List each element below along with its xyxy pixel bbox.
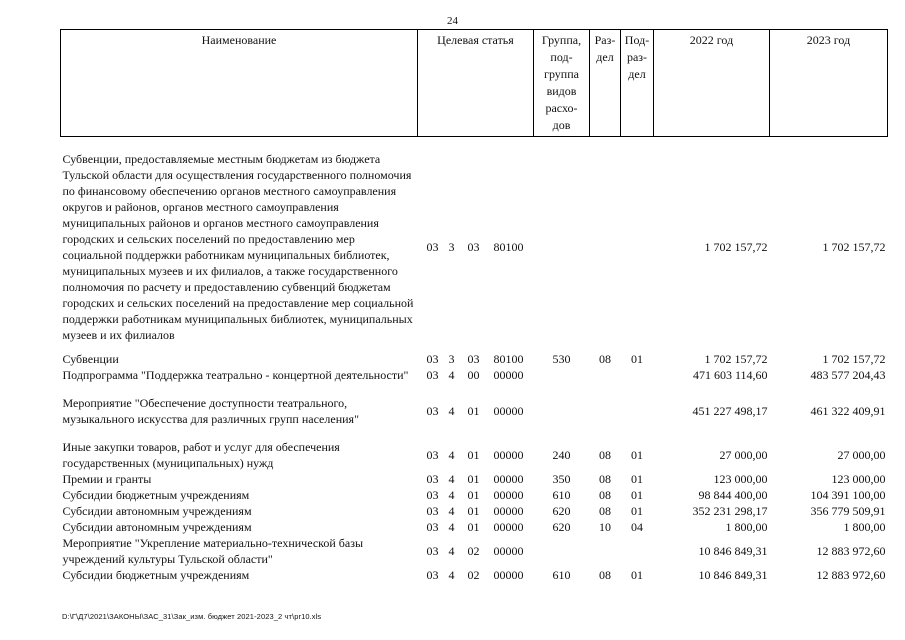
- table-row: [61, 567, 888, 583]
- table-row: [61, 367, 888, 383]
- table-row: [61, 471, 888, 487]
- row-target: 03 4 01 00000: [426, 504, 524, 518]
- row-2023: 1 702 157,72: [822, 240, 886, 254]
- row-2022: 1 702 157,72: [704, 240, 768, 254]
- row-group: [534, 535, 590, 567]
- row-2022: 10 846 849,31: [698, 568, 768, 582]
- table-row: [61, 487, 888, 503]
- row-2023: 483 577 204,43: [810, 368, 886, 382]
- row-2023: 356 779 509,91: [810, 504, 886, 518]
- row-section: [590, 395, 621, 427]
- row-name: Субсидии бюджетным учреждениям: [62, 488, 250, 502]
- row-target: 03 4 02 00000: [426, 568, 524, 582]
- row-2022: 10 846 849,31: [698, 544, 768, 558]
- row-section: 08: [599, 448, 611, 462]
- row-subsection: 01: [631, 472, 643, 486]
- table-row: [61, 535, 888, 567]
- row-subsection: 01: [631, 488, 643, 502]
- row-name: Субвенции: [62, 352, 119, 366]
- row-2023: 461 322 409,91: [810, 404, 886, 418]
- row-2022: 1 800,00: [725, 520, 768, 534]
- table-row: [61, 503, 888, 519]
- row-group: [534, 151, 590, 343]
- row-group: 620: [552, 504, 571, 518]
- row-target: 03 4 01 00000: [426, 404, 524, 418]
- row-name: Субсидии автономным учреждениям: [62, 504, 252, 518]
- row-group: 620: [552, 520, 571, 534]
- row-group: 240: [552, 448, 571, 462]
- row-subsection: [621, 367, 654, 383]
- row-2023: 12 883 972,60: [816, 544, 886, 558]
- row-target: 03 4 00 00000: [426, 368, 524, 382]
- header-2023: 2023 год: [770, 30, 888, 137]
- row-section: 10: [599, 520, 611, 534]
- row-section: [590, 367, 621, 383]
- row-2022: 451 227 498,17: [692, 404, 768, 418]
- row-subsection: 01: [631, 568, 643, 582]
- row-name: Премии и гранты: [62, 472, 152, 486]
- row-2023: 1 702 157,72: [822, 352, 886, 366]
- row-target: 03 3 03 80100: [426, 240, 524, 254]
- header-section: Раз- дел: [590, 30, 621, 137]
- table-row: [61, 151, 888, 343]
- row-group: 530: [552, 352, 571, 366]
- row-group: [534, 367, 590, 383]
- row-name: Субвенции, предоставляемые местным бюджетам из бюджета Тульской области для осуществления государственного полномочия по финансовому обеспечению органов местного самоуправления округов и районов, органов местного самоуправления муниципальных районов и органов местного самоуправления городских и сельских поселений по предоставлению мер социальной поддержки работникам муниципальных библиотек, муниципальных музеев и их филиалов, а также государственного полномочия по расчету и предоставлению субвенций бюджетам городских и сельских поселений на предоставление мер социальной поддержки работникам муниципальных библиотек, муниципальных музеев и их филиалов: [62, 152, 414, 342]
- row-target: 03 4 02 00000: [426, 544, 524, 558]
- row-2022: 98 844 400,00: [698, 488, 768, 502]
- row-2023: 1 800,00: [843, 520, 886, 534]
- row-name: Субсидии бюджетным учреждениям: [62, 568, 250, 582]
- row-group: [534, 395, 590, 427]
- row-2022: 352 231 298,17: [692, 504, 768, 518]
- row-section: 08: [599, 568, 611, 582]
- row-2022: 1 702 157,72: [704, 352, 768, 366]
- row-subsection: [621, 151, 654, 343]
- row-section: 08: [599, 472, 611, 486]
- row-group: 610: [552, 568, 571, 582]
- row-2023: 123 000,00: [831, 472, 886, 486]
- row-name: Мероприятие "Обеспечение доступности театрального, музыкального искусства для различных групп населения": [62, 396, 359, 426]
- row-name: Иные закупки товаров, работ и услуг для обеспечения государственных (муниципальных) нужд: [62, 440, 340, 470]
- header-name: Наименование: [61, 30, 418, 137]
- row-target: 03 3 03 80100: [426, 352, 524, 366]
- row-target: 03 4 01 00000: [426, 472, 524, 486]
- row-subsection: [621, 535, 654, 567]
- row-section: 08: [599, 488, 611, 502]
- page-number: 24: [447, 15, 458, 27]
- row-2023: 104 391 100,00: [810, 488, 886, 502]
- header-2022: 2022 год: [654, 30, 770, 137]
- row-2022: 123 000,00: [713, 472, 768, 486]
- row-target: 03 4 01 00000: [426, 520, 524, 534]
- row-section: 08: [599, 352, 611, 366]
- header-target: Целевая статья: [418, 30, 534, 137]
- row-group: 350: [552, 472, 571, 486]
- row-target: 03 4 01 00000: [426, 448, 524, 462]
- row-section: 08: [599, 504, 611, 518]
- row-2023: 27 000,00: [837, 448, 886, 462]
- row-name: Мероприятие "Укрепление материально-технической базы учреждений культуры Тульской области": [62, 536, 364, 566]
- row-name: Подпрограмма "Поддержка театрально - концертной деятельности": [62, 368, 409, 382]
- row-target: 03 4 01 00000: [426, 488, 524, 502]
- row-2022: 471 603 114,60: [692, 368, 768, 382]
- row-subsection: 01: [631, 352, 643, 366]
- table-row: [61, 395, 888, 427]
- row-group: 610: [552, 488, 571, 502]
- row-section: [590, 151, 621, 343]
- row-subsection: 04: [631, 520, 643, 534]
- row-subsection: 01: [631, 448, 643, 462]
- header-group: Группа, под- группа видов расхо- дов: [534, 30, 590, 137]
- row-2022: 27 000,00: [719, 448, 768, 462]
- row-subsection: [621, 395, 654, 427]
- header-subsection: Под- раз- дел: [621, 30, 654, 137]
- row-subsection: 01: [631, 504, 643, 518]
- table-row: [61, 519, 888, 535]
- file-path-footer: D:\Г\Д7\2021\ЗАКОНЫ\ЗАС_31\Зак_изм. бюджет 2021-2023_2 чт\pr10.xls: [62, 612, 322, 621]
- budget-table: [60, 29, 888, 583]
- table-row: [61, 439, 888, 471]
- row-2023: 12 883 972,60: [816, 568, 886, 582]
- table-header-row: [61, 30, 888, 137]
- row-name: Субсидии автономным учреждениям: [62, 520, 252, 534]
- row-section: [590, 535, 621, 567]
- table-row: [61, 351, 888, 367]
